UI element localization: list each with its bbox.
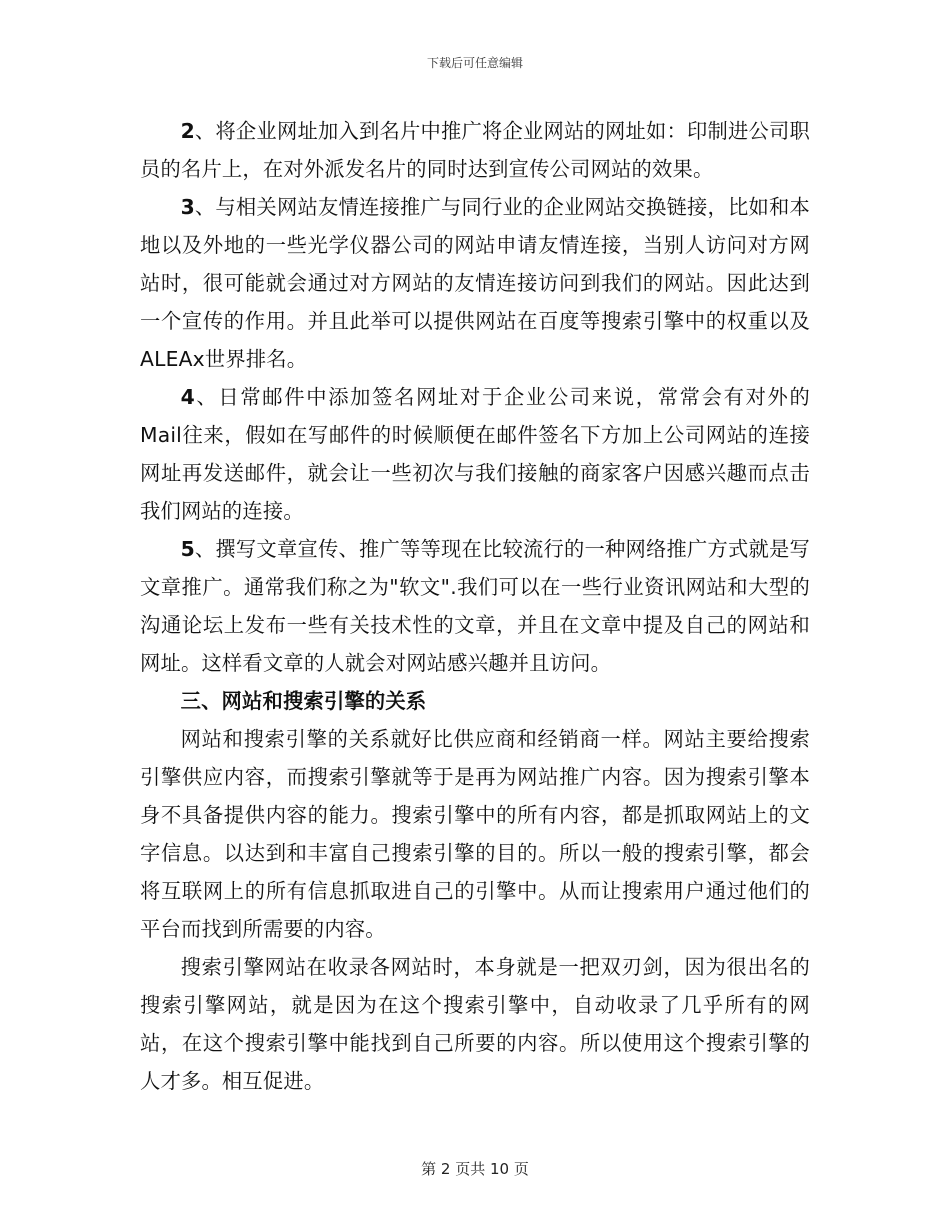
page-header: 下载后可任意编辑 — [426, 56, 523, 70]
paragraph-text: 、与相关网站友情连接推广与同行业的企业网站交换链接，比如和本地以及外地的一些光学仪器公司的网站申请友情连接，当别人访问对方网站时，很可能就会通过对方网站的友情连接访问到我们的网站。因此达到一个宣传的作用。并且此举可以提供网站在百度等搜索引擎中的权重以及ALEAx世界排名。 — [140, 195, 810, 371]
section-heading: 三、网站和搜索引擎的关系 — [180, 689, 427, 713]
list-paragraph-5 — [140, 530, 810, 682]
list-number: 3 — [180, 195, 195, 219]
list-paragraph-2 — [140, 112, 810, 188]
list-number: 4 — [180, 385, 195, 409]
paragraph-text: 、将企业网址加入到名片中推广将企业网站的网址如：印制进公司职员的名片上，在对外派发名片的同时达到宣传公司网站的效果。 — [140, 119, 810, 181]
section-paragraph-2: 搜索引擎网站在收录各网站时，本身就是一把双刃剑，因为很出名的搜索引擎网站，就是因为在这个搜索引擎中，自动收录了几乎所有的网站，在这个搜索引擎中能找到自己所要的内容。所以使用这个搜索引擎的人才多。相互促进。 — [140, 955, 810, 1093]
list-number: 5 — [180, 537, 195, 561]
list-paragraph-3 — [140, 188, 810, 378]
document-body — [140, 112, 810, 1100]
list-paragraph-4 — [140, 378, 810, 530]
page-footer: 第 2 页共 10 页 — [421, 1160, 529, 1178]
paragraph-text: 、撰写文章宣传、推广等等现在比较流行的一种网络推广方式就是写文章推广。通常我们称之为"软文".我们可以在一些行业资讯网站和大型的沟通论坛上发布一些有关技术性的文章，并且在文章中提及自己的网站和网址。这样看文章的人就会对网站感兴趣并且访问。 — [140, 537, 810, 675]
paragraph-text: 、日常邮件中添加签名网址对于企业公司来说，常常会有对外的Mail往来，假如在写邮件的时候顺便在邮件签名下方加上公司网站的连接网址再发送邮件，就会让一些初次与我们接触的商家客户因感兴趣而点击我们网站的连接。 — [140, 385, 810, 523]
section-paragraph-1: 网站和搜索引擎的关系就好比供应商和经销商一样。网站主要给搜索引擎供应内容，而搜索引擎就等于是再为网站推广内容。因为搜索引擎本身不具备提供内容的能力。搜索引擎中的所有内容，都是抓取网站上的文字信息。以达到和丰富自己搜索引擎的目的。所以一般的搜索引擎，都会将互联网上的所有信息抓取进自己的引擎中。从而让搜索用户通过他们的平台而找到所需要的内容。 — [140, 727, 810, 941]
list-number: 2 — [180, 119, 195, 143]
